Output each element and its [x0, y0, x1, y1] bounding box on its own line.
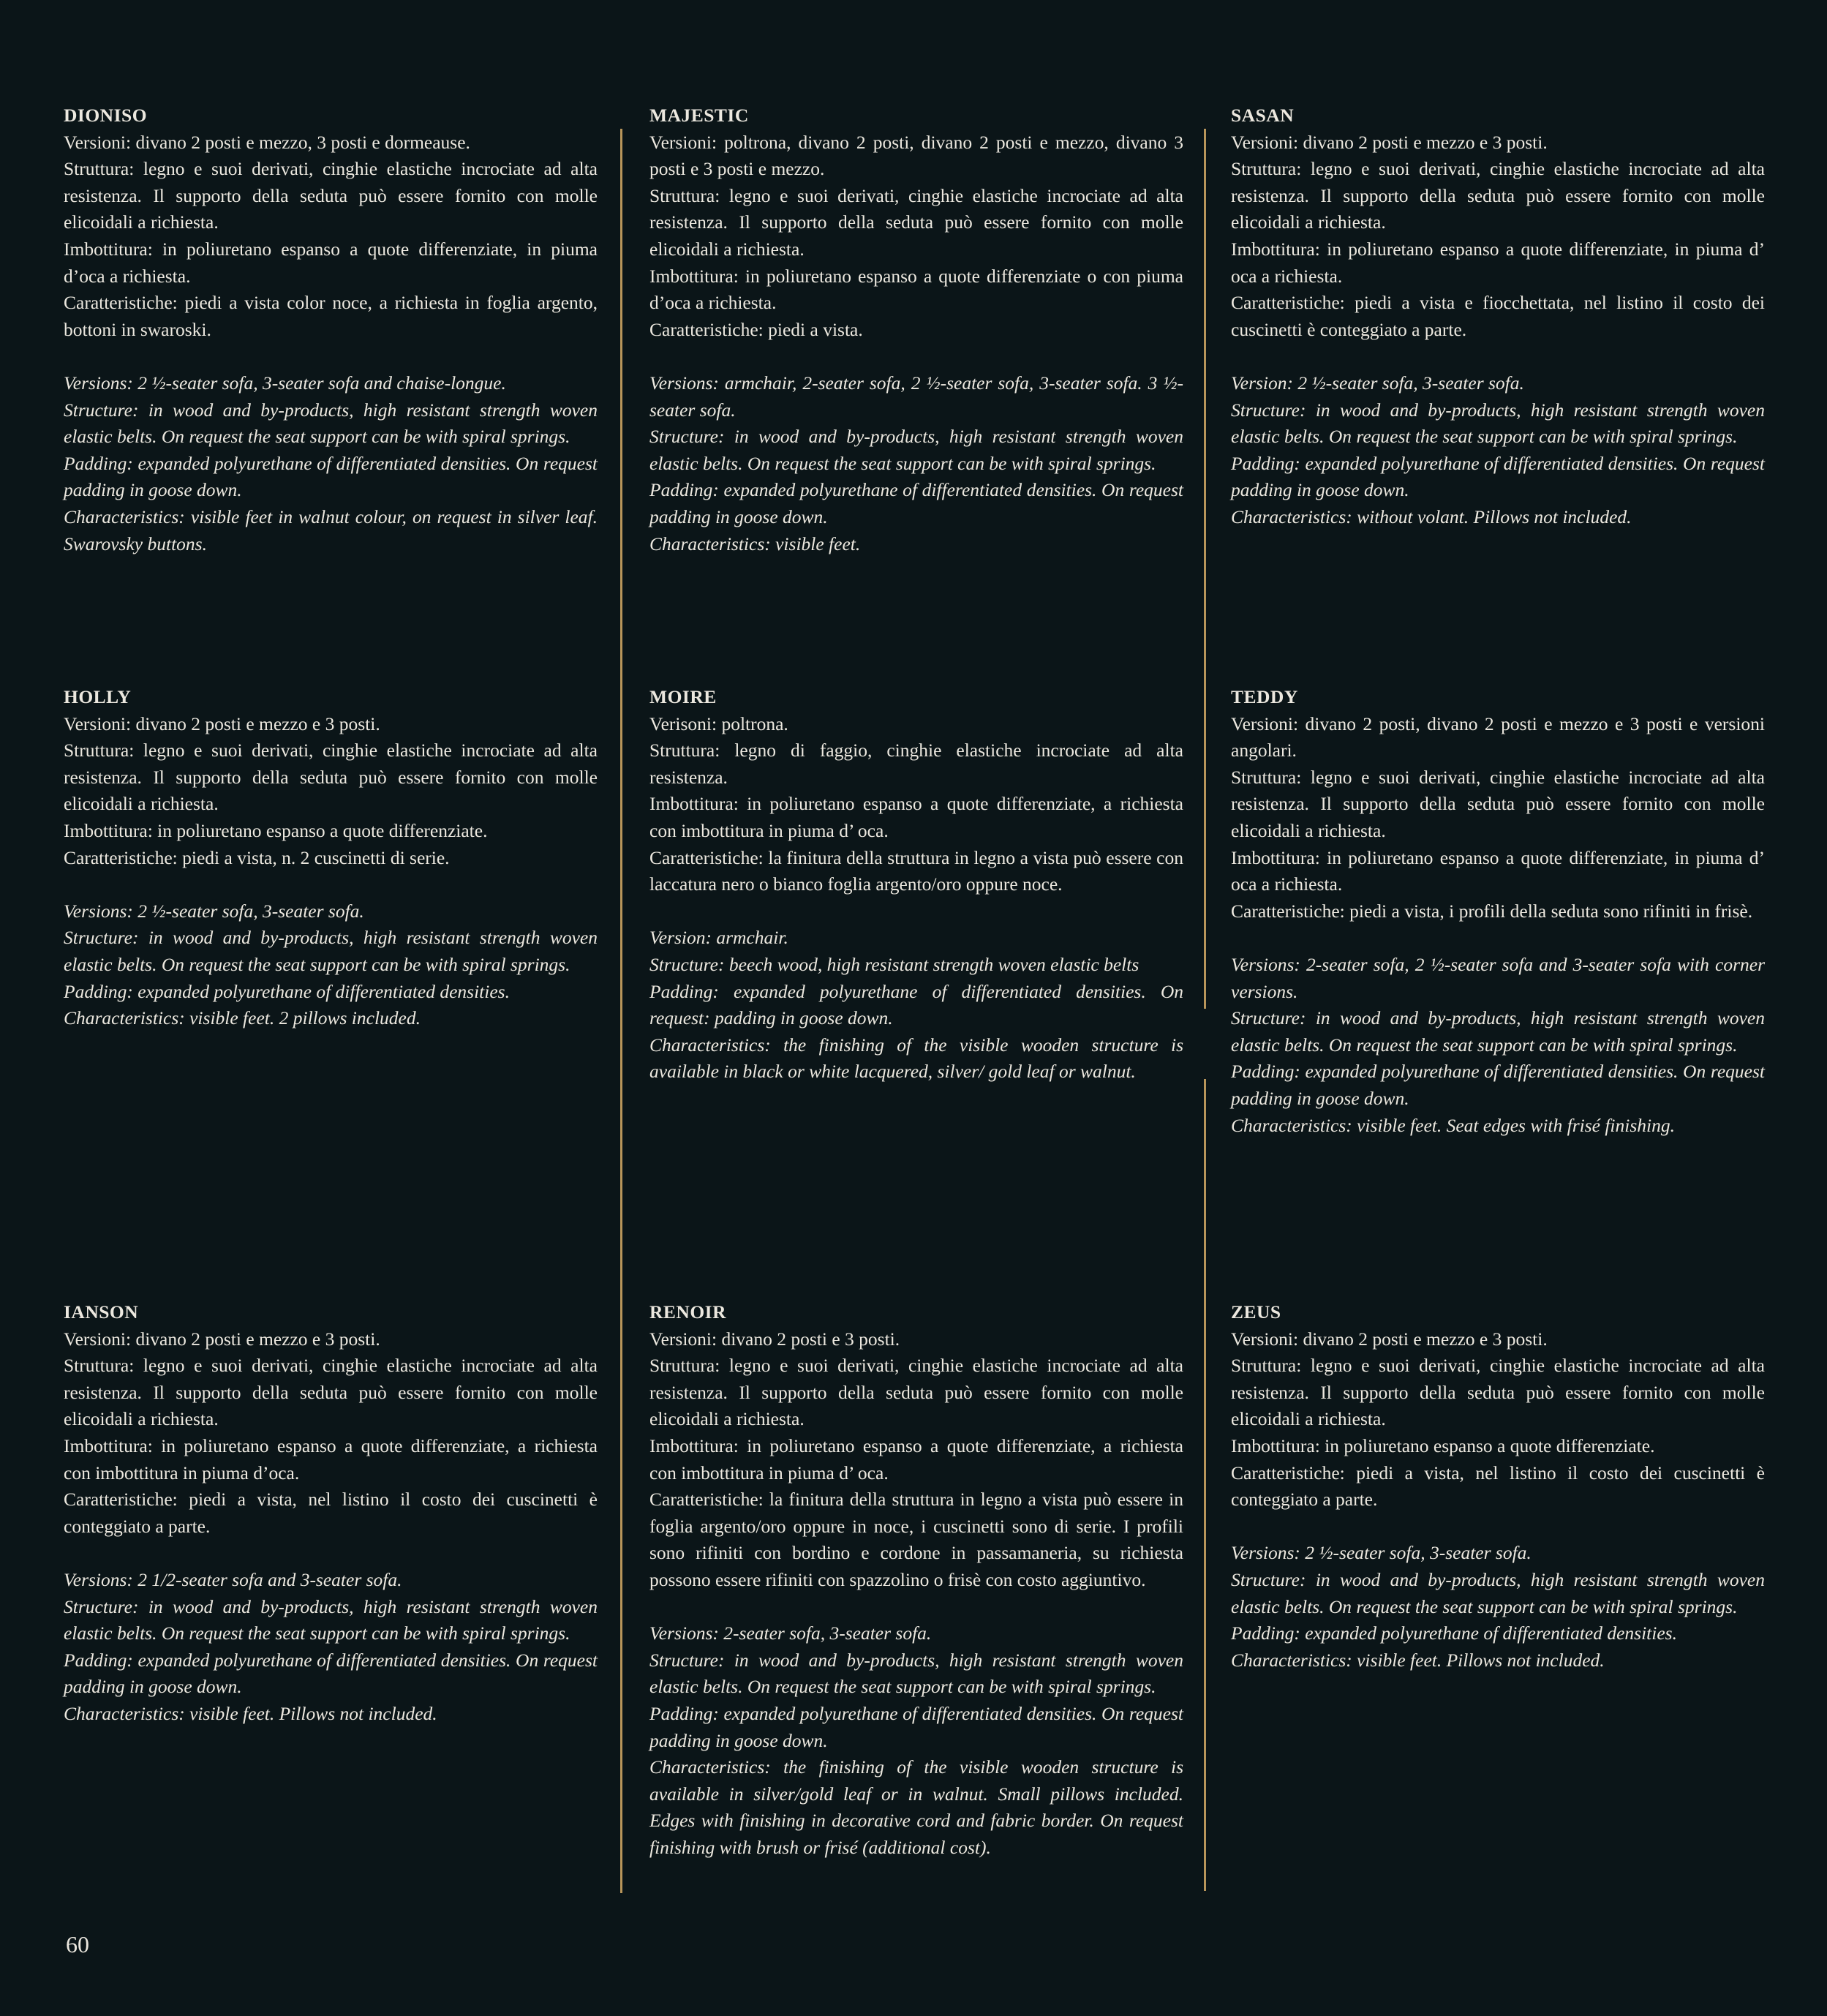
product-title: HOLLY — [64, 686, 132, 707]
column-divider — [1204, 129, 1206, 1009]
it-structure: Struttura: legno e suoi derivati, cinghie elastiche incrociate ad alta resistenza. Il supporto della seduta può essere fornito con molle elicoidali a richiesta. — [649, 1355, 1183, 1430]
it-versions: Versioni: divano 2 posti e mezzo e 3 posti. — [64, 712, 380, 734]
product-title: MOIRE — [649, 686, 717, 707]
en-padding: Padding: expanded polyurethane of differentiated densities. On request padding in goose down. — [64, 1649, 598, 1698]
column-divider — [620, 129, 622, 1893]
en-padding: Padding: expanded polyurethane of differentiated densities. On request: padding in goose down. — [649, 980, 1183, 1029]
product-entry-dioniso — [64, 102, 598, 557]
it-padding: Imbottitura: in poliuretano espanso a quote differenziate, a richiesta con imbottitura in piuma d’ oca. — [649, 1434, 1183, 1483]
en-structure: Structure: in wood and by-products, high resistant strength woven elastic belts. On request the seat support can be with spiral springs. — [1231, 1568, 1765, 1617]
en-versions: Versions: 2 ½-seater sofa, 3-seater sofa. — [64, 900, 364, 922]
en-characteristics: Characteristics: the finishing of the visible wooden structure is available in silver/gold leaf or in walnut. Small pillows included. Edges with finishing in decorative cord and fabric border. On request finishing with brush or frisé (additional cost). — [649, 1756, 1183, 1858]
it-versions: Versioni: divano 2 posti e mezzo e 3 posti. — [1231, 1328, 1548, 1350]
product-entry-sasan — [1231, 102, 1765, 531]
it-structure: Struttura: legno di faggio, cinghie elastiche incrociate ad alta resistenza. — [649, 740, 1183, 788]
en-padding: Padding: expanded polyurethane of differentiated densities. On request padding in goose down. — [64, 452, 598, 501]
it-characteristics: Caratteristiche: piedi a vista, n. 2 cuscinetti di serie. — [64, 846, 450, 868]
it-structure: Struttura: legno e suoi derivati, cinghie elastiche incrociate ad alta resistenza. Il supporto della seduta può essere fornito con molle elicoidali a richiesta. — [64, 158, 598, 233]
en-characteristics: Characteristics: visible feet. Pillows not included. — [64, 1702, 437, 1724]
en-characteristics: Characteristics: without volant. Pillows not included. — [1231, 505, 1632, 527]
it-versions: Versioni: poltrona, divano 2 posti, divano 2 posti e mezzo, divano 3 posti e 3 posti e mezzo. — [649, 131, 1183, 180]
en-versions: Versions: 2 1/2-seater sofa and 3-seater sofa. — [64, 1568, 402, 1590]
en-padding: Padding: expanded polyurethane of differentiated densities. On request padding in goose down. — [649, 479, 1183, 527]
en-structure: Structure: in wood and by-products, high resistant strength woven elastic belts. On request the seat support can be with spiral springs. — [1231, 399, 1765, 448]
en-structure: Structure: in wood and by-products, high resistant strength woven elastic belts. On request the seat support can be with spiral springs. — [649, 426, 1183, 474]
product-entry-holly — [64, 684, 598, 1032]
product-title: IANSON — [64, 1301, 139, 1323]
en-characteristics: Characteristics: visible feet in walnut colour, on request in silver leaf. Swarovsky buttons. — [64, 505, 598, 554]
product-title: ZEUS — [1231, 1301, 1281, 1323]
en-versions: Versions: 2 ½-seater sofa, 3-seater sofa and chaise-longue. — [64, 372, 506, 394]
product-entry-teddy — [1231, 684, 1765, 1139]
en-structure: Structure: in wood and by-products, high resistant strength woven elastic belts. On request the seat support can be with spiral springs. — [64, 399, 598, 448]
product-entry-majestic — [649, 102, 1183, 557]
en-characteristics: Characteristics: visible feet. — [649, 533, 861, 554]
en-padding: Padding: expanded polyurethane of differentiated densities. On request padding in goose down. — [1231, 1061, 1765, 1109]
it-characteristics: Caratteristiche: la finitura della struttura in legno a vista può essere con laccatura nero o bianco foglia argento/oro oppure noce. — [649, 846, 1183, 895]
product-title: TEDDY — [1231, 686, 1298, 707]
en-versions: Versions: 2-seater sofa, 3-seater sofa. — [649, 1622, 932, 1644]
it-characteristics: Caratteristiche: la finitura della struttura in legno a vista può essere in foglia argento/oro oppure in noce, i cuscinetti sono di serie. I profili sono rifiniti con bordino e cordone in passamaneria, su richiesta possono essere rifiniti con spazzolino o frisè con costo aggiuntivo. — [649, 1489, 1183, 1590]
it-padding: Imbottitura: in poliuretano espanso a quote differenziate, in piuma d’ oca a richiesta. — [1231, 846, 1765, 895]
it-padding: Imbottitura: in poliuretano espanso a quote differenziate, in piuma d’oca a richiesta. — [64, 238, 598, 287]
it-versions: Versioni: divano 2 posti e 3 posti. — [649, 1328, 900, 1350]
product-entry-moire — [649, 684, 1183, 1086]
product-title: SASAN — [1231, 105, 1295, 126]
it-padding: Imbottitura: in poliuretano espanso a quote differenziate. — [1231, 1434, 1655, 1456]
it-versions: Versioni: divano 2 posti e mezzo, 3 posti e dormeause. — [64, 131, 470, 153]
it-characteristics: Caratteristiche: piedi a vista e fiocchettata, nel listino il costo dei cuscinetti è conteggiato a parte. — [1231, 292, 1765, 340]
en-characteristics: Characteristics: visible feet. 2 pillows included. — [64, 1007, 421, 1029]
it-versions: Verisoni: poltrona. — [649, 712, 788, 734]
it-versions: Versioni: divano 2 posti e mezzo e 3 posti. — [64, 1328, 380, 1350]
it-padding: Imbottitura: in poliuretano espanso a quote differenziate, a richiesta con imbottitura in piuma d’oca. — [64, 1434, 598, 1483]
en-padding: Padding: expanded polyurethane of differentiated densities. — [64, 980, 510, 1002]
it-structure: Struttura: legno e suoi derivati, cinghie elastiche incrociate ad alta resistenza. Il supporto della seduta può essere fornito con molle elicoidali a richiesta. — [64, 740, 598, 815]
it-versions: Versioni: divano 2 posti, divano 2 posti e mezzo e 3 posti e versioni angolari. — [1231, 712, 1765, 761]
it-padding: Imbottitura: in poliuretano espanso a quote differenziate, in piuma d’ oca a richiesta. — [1231, 238, 1765, 287]
it-characteristics: Caratteristiche: piedi a vista, i profili della seduta sono rifiniti in frisè. — [1231, 900, 1753, 922]
en-versions: Versions: 2-seater sofa, 2 ½-seater sofa and 3-seater sofa with corner versions. — [1231, 953, 1765, 1002]
en-characteristics: Characteristics: the finishing of the visible wooden structure is available in black or white lacquered, silver/ gold leaf or walnut. — [649, 1034, 1183, 1083]
en-structure: Structure: in wood and by-products, high resistant strength woven elastic belts. On request the seat support can be with spiral springs. — [1231, 1007, 1765, 1056]
it-padding: Imbottitura: in poliuretano espanso a quote differenziate o con piuma d’oca a richiesta. — [649, 265, 1183, 314]
product-title: MAJESTIC — [649, 105, 749, 126]
column-divider — [1204, 1079, 1206, 1891]
it-padding: Imbottitura: in poliuretano espanso a quote differenziate. — [64, 819, 488, 841]
en-structure: Structure: in wood and by-products, high resistant strength woven elastic belts. On request the seat support can be with spiral springs. — [649, 1649, 1183, 1698]
en-versions: Version: 2 ½-seater sofa, 3-seater sofa. — [1231, 372, 1524, 394]
it-characteristics: Caratteristiche: piedi a vista color noce, a richiesta in foglia argento, bottoni in swaroski. — [64, 292, 598, 340]
it-structure: Struttura: legno e suoi derivati, cinghie elastiche incrociate ad alta resistenza. Il supporto della seduta può essere fornito con molle elicoidali a richiesta. — [64, 1355, 598, 1430]
it-characteristics: Caratteristiche: piedi a vista, nel listino il costo dei cuscinetti è conteggiato a parte. — [1231, 1462, 1765, 1511]
en-versions: Versions: armchair, 2-seater sofa, 2 ½-seater sofa, 3-seater sofa. 3 ½-seater sofa. — [649, 372, 1183, 421]
en-padding: Padding: expanded polyurethane of differentiated densities. — [1231, 1622, 1677, 1644]
en-versions: Versions: 2 ½-seater sofa, 3-seater sofa. — [1231, 1542, 1532, 1564]
page-number: 60 — [66, 1931, 89, 1957]
en-characteristics: Characteristics: visible feet. Pillows not included. — [1231, 1649, 1605, 1671]
product-title: DIONISO — [64, 105, 148, 126]
en-padding: Padding: expanded polyurethane of differentiated densities. On request padding in goose down. — [1231, 452, 1765, 501]
it-characteristics: Caratteristiche: piedi a vista, nel listino il costo dei cuscinetti è conteggiato a parte. — [64, 1489, 598, 1537]
it-structure: Struttura: legno e suoi derivati, cinghie elastiche incrociate ad alta resistenza. Il supporto della seduta può essere fornito con molle elicoidali a richiesta. — [1231, 158, 1765, 233]
en-structure: Structure: in wood and by-products, high resistant strength woven elastic belts. On request the seat support can be with spiral springs. — [64, 927, 598, 975]
it-padding: Imbottitura: in poliuretano espanso a quote differenziate, a richiesta con imbottitura in piuma d’ oca. — [649, 793, 1183, 841]
en-structure: Structure: in wood and by-products, high resistant strength woven elastic belts. On request the seat support can be with spiral springs. — [64, 1595, 598, 1644]
product-entry-ianson — [64, 1299, 598, 1728]
product-entry-renoir — [649, 1299, 1183, 1861]
en-structure: Structure: beech wood, high resistant strength woven elastic belts — [649, 953, 1139, 975]
it-versions: Versioni: divano 2 posti e mezzo e 3 posti. — [1231, 131, 1548, 153]
en-versions: Version: armchair. — [649, 927, 788, 949]
it-structure: Struttura: legno e suoi derivati, cinghie elastiche incrociate ad alta resistenza. Il supporto della seduta può essere fornito con molle elicoidali a richiesta. — [1231, 766, 1765, 841]
it-structure: Struttura: legno e suoi derivati, cinghie elastiche incrociate ad alta resistenza. Il supporto della seduta può essere fornito con molle elicoidali a richiesta. — [649, 184, 1183, 260]
en-characteristics: Characteristics: visible feet. Seat edges with frisé finishing. — [1231, 1114, 1675, 1136]
product-entry-zeus — [1231, 1299, 1765, 1674]
it-structure: Struttura: legno e suoi derivati, cinghie elastiche incrociate ad alta resistenza. Il supporto della seduta può essere fornito con molle elicoidali a richiesta. — [1231, 1355, 1765, 1430]
it-characteristics: Caratteristiche: piedi a vista. — [649, 318, 863, 340]
product-title: RENOIR — [649, 1301, 727, 1323]
en-padding: Padding: expanded polyurethane of differentiated densities. On request padding in goose down. — [649, 1702, 1183, 1751]
